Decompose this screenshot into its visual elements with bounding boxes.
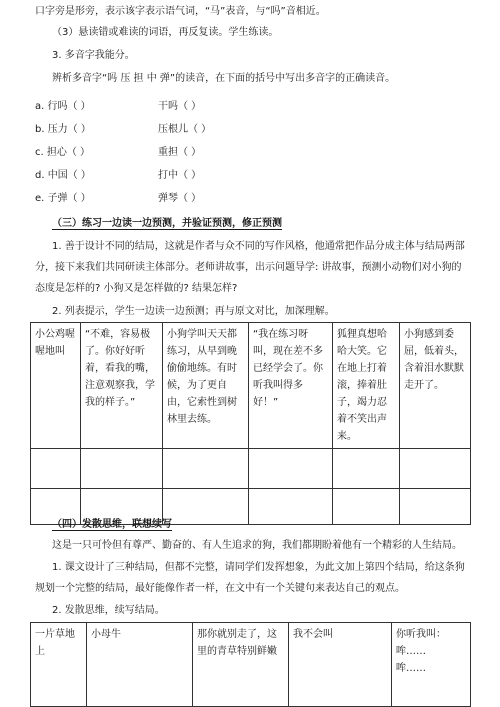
section-heading: （四）发散思维，联想续写 [52, 519, 172, 530]
table-cell: 小狗学叫天天都练习，从早到晚偷偷地练。有时候，为了更自由，它索性到树林里去练。 [163, 323, 249, 449]
table-cell: 一片草地上 [31, 623, 87, 707]
polyphone-item: 弹琴（ ） [158, 193, 202, 204]
polyphone-item: 打中（ ） [158, 170, 202, 181]
table-cell: “我在练习呀叫，现在差不多已经学会了。你听我叫得多好！” [249, 323, 333, 449]
text-line: 口字旁是形旁，表示该字表示语气词，“马”表音，与“吗”音相近。 [35, 6, 326, 17]
table-cell-empty[interactable] [400, 449, 471, 489]
table-cell: 小母牛 [87, 623, 193, 707]
table-cell-empty[interactable] [81, 449, 163, 489]
text-line: 2. 发散思维，续写结局。 [52, 605, 165, 616]
text-line: （3）悬读错或难读的词语，再反复读。学生练读。 [52, 27, 279, 38]
table-cell: “不难，容易极了。你好好听着，看我的嘴，注意观察我，学我的样子。” [81, 323, 163, 449]
table-cell-empty[interactable] [249, 489, 333, 525]
polyphone-item: a. 行吗（ ） [35, 101, 91, 112]
text-line: 规划一个完整的结局，最好能像作者一样，在文中有一个关键句来表达自己的观点。 [35, 583, 405, 594]
table-cell-empty[interactable] [31, 449, 81, 489]
table-cell-empty[interactable] [333, 449, 400, 489]
polyphone-item: 干吗（ ） [158, 101, 202, 112]
table-cell-empty[interactable] [163, 489, 249, 525]
table-cell-empty[interactable] [333, 489, 400, 525]
text-line: 3. 多音字我能分。 [52, 50, 135, 61]
continuation-table [30, 622, 471, 707]
text-line: 这是一只可怜但有尊严、勤奋的、有人生追求的狗，我们都期盼着他有一个精彩的人生结局。 [52, 540, 462, 551]
prediction-table [30, 322, 471, 525]
table-cell: 我不会叫 [289, 623, 392, 707]
text-line: 2. 列表提示，学生一边读一边预测；再与原文对比，加深理解。 [52, 306, 335, 317]
table-cell-empty[interactable] [400, 489, 471, 525]
polyphone-item: 压根儿（ ） [158, 124, 212, 135]
polyphone-item: b. 压力（ ） [35, 124, 91, 135]
text-line: 态度是怎样的? 小狗又是怎样做的? 结果怎样? [35, 283, 238, 294]
table-cell: 那你就别走了，这里的青草特别鲜嫩 [193, 623, 289, 707]
text-line: 辨析多音字“吗 压 担 中 弹”的读音，在下面的括号中写出多音字的正确读音。 [52, 73, 396, 84]
polyphone-item: e. 子弹（ ） [35, 193, 91, 204]
table-cell: 狐狸真想哈哈大笑。它在地上打着滚，捧着肚子，竭力忍着不笑出声来。 [333, 323, 400, 449]
text-line: 分，接下来我们共同研读主体部分。老师讲故事，出示问题导学: 讲故事，预测小动物们对小狗的 [35, 262, 462, 273]
table-cell-empty[interactable] [163, 449, 249, 489]
table-cell: 小狗感到委屈，低着头，含着泪水默默走开了。 [400, 323, 471, 449]
text-line: 1. 课文设计了三种结局，但都不完整，请同学们发挥想象，为此文加上第四个结局，给这条狗 [52, 562, 465, 573]
table-cell: 小公鸡喔喔地叫 [31, 323, 81, 449]
table-cell: 你听我叫： 哞…… 哞…… [392, 623, 471, 707]
table-cell-empty[interactable] [249, 449, 333, 489]
text-line: 1. 善于设计不同的结局，这就是作者与众不同的写作风格，他通常把作品分成主体与结局两部 [52, 241, 465, 252]
section-heading: （三）练习一边读一边预测，并验证预测，修正预测 [52, 218, 282, 229]
polyphone-item: 重担（ ） [158, 147, 202, 158]
polyphone-item: c. 担心（ ） [35, 147, 91, 158]
polyphone-item: d. 中国（ ） [35, 170, 91, 181]
